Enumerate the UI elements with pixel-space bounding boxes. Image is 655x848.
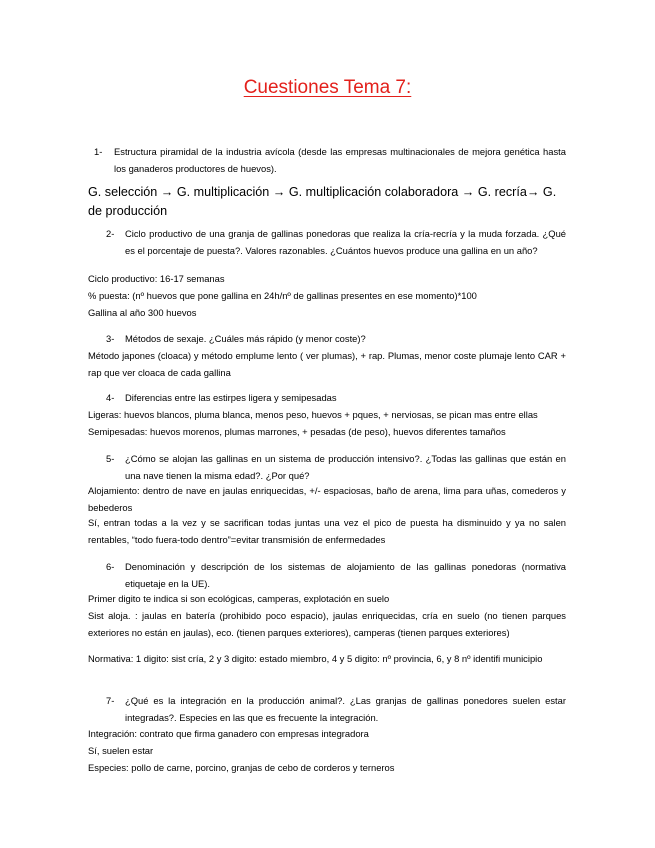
answer-7-line-3: Especies: pollo de carne, porcino, granjas de cebo de corderos y terneros [88, 762, 395, 773]
answer-7-line-1: Integración: contrato que firma ganadero con empresas integradora [88, 728, 369, 739]
question-number: 5- [106, 453, 115, 464]
question-number: 6- [106, 561, 115, 572]
question-text: Métodos de sexaje. ¿Cuáles más rápido (y menor coste)? [125, 333, 366, 344]
answer-3: Método japones (cloaca) y método emplume lento ( ver plumas), + rap. Plumas, menor coste plumaje lento CAR + rap que ver cloaca de cada gallina [88, 350, 566, 378]
question-7 [88, 692, 566, 726]
question-2 [88, 225, 566, 259]
answer-4-line-1: Ligeras: huevos blancos, pluma blanca, menos peso, huevos + pques, + nerviosas, se pican mas entre ellas [88, 409, 538, 420]
answer-1: G. selección → G. multiplicación → G. multiplicación colaboradora → G. recría→ G. de producción [88, 185, 557, 218]
question-text: Diferencias entre las estirpes ligera y semipesadas [125, 392, 337, 403]
question-5 [88, 450, 566, 484]
question-number: 2- [106, 228, 115, 239]
question-number: 3- [106, 333, 115, 344]
question-number: 4- [106, 392, 115, 403]
answer-4-line-2: Semipesadas: huevos morenos, plumas marrones, + pesadas (de peso), huevos diferentes tamaños [88, 426, 506, 437]
answer-5-line-1: Alojamiento: dentro de nave en jaulas enriquecidas, +/- espaciosas, baño de arena, lima para uñas, comederos y bebederos [88, 485, 566, 513]
question-3 [88, 330, 566, 347]
question-text: Estructura piramidal de la industria avícola (desde las empresas multinacionales de mejora genética hasta los ganaderos productores de huevos). [114, 146, 566, 174]
page-title: Cuestiones Tema 7: [243, 77, 412, 98]
question-1 [88, 143, 566, 177]
answer-2-line-3: Gallina al año 300 huevos [88, 307, 197, 318]
question-number: 7- [106, 695, 115, 706]
question-text: ¿Cómo se alojan las gallinas en un sistema de producción intensivo?. ¿Todas las gallinas que están en una nave tienen la misma edad?. ¿Por qué? [125, 453, 566, 481]
answer-2-line-1: Ciclo productivo: 16-17 semanas [88, 273, 225, 284]
answer-7-line-2: Sí, suelen estar [88, 745, 154, 756]
answer-2-line-2: % puesta: (nº huevos que pone gallina en 24h/nº de gallinas presentes en ese momento)*100 [88, 290, 477, 301]
question-4 [88, 389, 566, 406]
answer-5-line-2: Sí, entran todas a la vez y se sacrifican todas juntas una vez el pico de puesta ha disminuido y ya no salen rentables, “todo fuera-todo dentro”=evitar transmisión de enfermedades [88, 517, 566, 545]
answer-6-line-3: Normativa: 1 digito: sist cría, 2 y 3 digito: estado miembro, 4 y 5 digito: nº provincia, 6, y 8 nº identifi municipio [88, 653, 543, 664]
question-text: Ciclo productivo de una granja de gallinas ponedoras que realiza la cría-recría y la muda forzada. ¿Qué es el porcentaje de puesta?. Valores razonables. ¿Cuántos huevos produce una gallina en un año? [125, 228, 566, 256]
answer-6-line-1: Primer digito te indica si son ecológicas, camperas, explotación en suelo [88, 593, 390, 604]
question-text: ¿Qué es la integración en la producción animal?. ¿Las granjas de gallinas ponedores suelen estar integradas?. Especies en las que es frecuente la integración. [125, 695, 566, 723]
question-6 [88, 558, 566, 592]
question-number: 1- [94, 146, 103, 157]
question-text: Denominación y descripción de los sistemas de alojamiento de las gallinas ponedoras (normativa etiquetaje en la UE). [125, 561, 566, 589]
answer-6-line-2: Sist aloja. : jaulas en batería (prohibido poco espacio), jaulas enriquecidas, cría en suelo (no tienen parques exteriores no están en jaulas), eco. (tienen parques exteriores), camperas (tienen parques exteriores) [88, 610, 566, 638]
